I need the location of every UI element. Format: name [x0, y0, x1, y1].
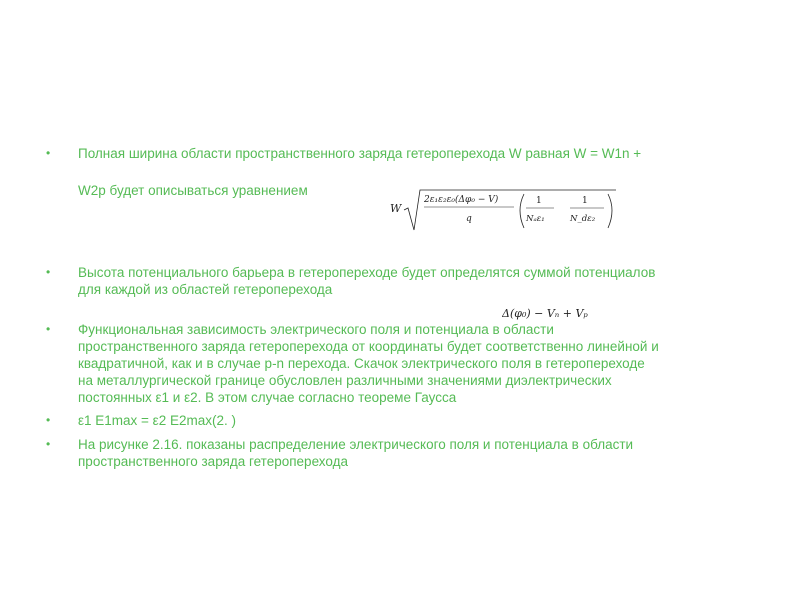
- formula-lhs: W: [390, 202, 402, 215]
- bullet-2-line-1: Высота потенциального барьера в гетеропереходе будет определятся суммой потенциалов: [78, 265, 656, 280]
- bullet-marker: •: [46, 322, 51, 336]
- bullet-2-line-2: для каждой из областей гетероперехода: [78, 282, 333, 297]
- bullet-marker: •: [46, 437, 51, 451]
- bullet-1-line-1: Полная ширина области пространственного заряда гетероперехода W равная W = W1n +: [78, 146, 642, 161]
- bullet-3-line-4: на металлургической границе обусловлен различными значениями диэлектрических: [78, 373, 612, 388]
- formula-numerator: 2ε₁ε₂ε₀(Δφ₀ − V): [424, 195, 499, 205]
- bullet-3-line-5: постоянных ε1 и ε2. В этом случае согласно теореме Гаусса: [78, 390, 457, 405]
- bullet-marker: •: [46, 146, 51, 160]
- width-formula: [390, 186, 620, 236]
- bullet-5-line-1: На рисунке 2.16. показаны распределение электрического поля и потенциала в области: [78, 437, 634, 452]
- frac2-num: 1: [582, 196, 588, 206]
- frac1-num: 1: [536, 196, 542, 206]
- bullet-3-line-1: Функциональная зависимость электрического поля и потенциала в области: [78, 322, 554, 337]
- frac2-den: N_dε₂: [570, 214, 596, 224]
- width-formula-svg: [390, 186, 620, 236]
- left-paren: [520, 194, 524, 228]
- formula-denominator: q: [466, 214, 472, 224]
- bullet-1-line-2: W2p будет описываться уравнением: [78, 183, 308, 198]
- bullet-3-line-2: пространственного заряда гетероперехода от координаты будет соответственно линейной и: [78, 339, 659, 354]
- bullet-marker: •: [46, 413, 51, 427]
- barrier-formula-expr: Δ(φ₀) − Vₙ + Vₚ: [502, 307, 588, 320]
- frac1-den: Nₐε₁: [526, 214, 545, 224]
- right-paren: [608, 194, 612, 228]
- bullet-marker: •: [46, 265, 51, 279]
- bullet-4-line-1: ε1 E1max = ε2 E2max(2. ): [78, 413, 236, 428]
- bullet-3-line-3: квадратичной, как и в случае p-n перехода. Скачок электрического поля в гетеропереходе: [78, 356, 645, 371]
- bullet-5-line-2: пространственного заряда гетероперехода: [78, 454, 348, 469]
